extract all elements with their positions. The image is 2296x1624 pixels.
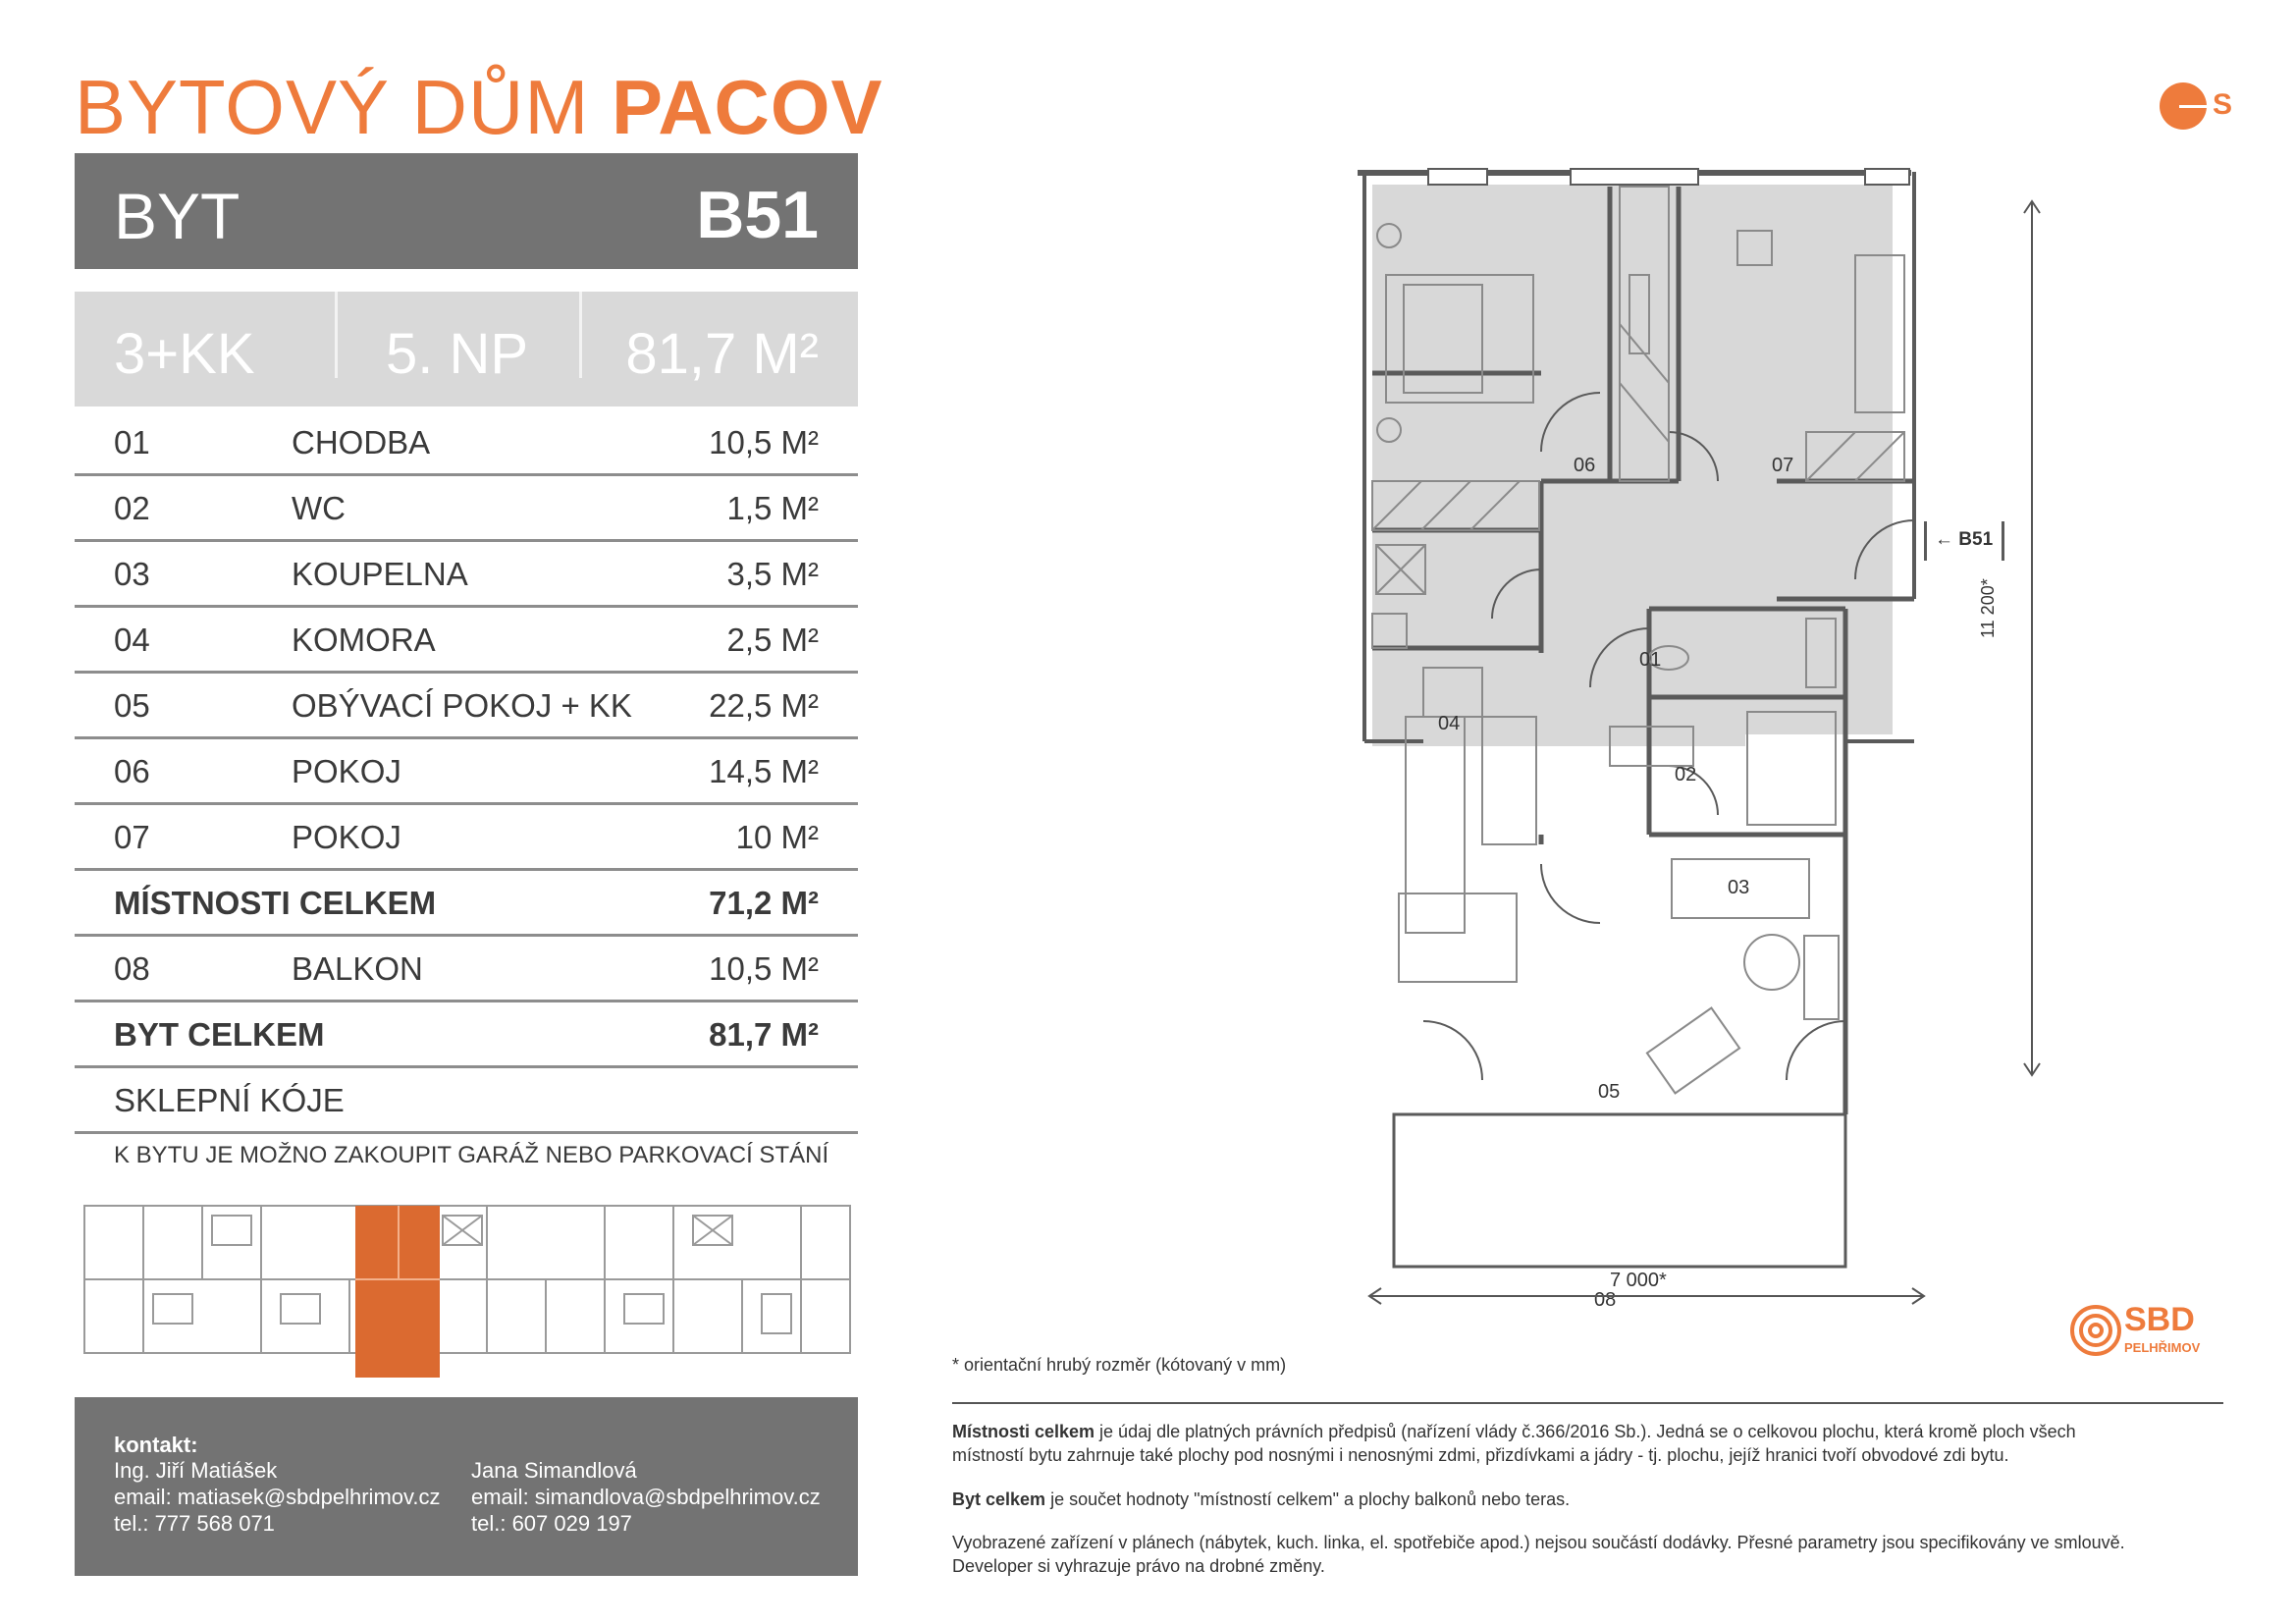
room-name: WC [292,490,346,526]
title-bold: PACOV [611,64,883,150]
contact-name-2: Jana Simandlová [471,1458,637,1483]
unit-summary [75,292,858,406]
table-row [75,608,858,674]
room-name: POKOJ [292,753,401,789]
contact-phone-2[interactable]: tel.: 607 029 197 [471,1511,632,1536]
contact-name-1: Ing. Jiří Matiášek [114,1458,278,1483]
unit-total-area: 81,7 M² [709,1016,819,1053]
sbd-logo-text: SBD [2124,1301,2195,1338]
contact-email-2[interactable]: email: simandlova@sbdpelhrimov.cz [471,1485,821,1509]
rooms-total-area: 71,2 M² [709,885,819,921]
room-name: KOUPELNA [292,556,468,592]
unit-label: BYT [114,180,240,252]
contact-phone-1[interactable]: tel.: 777 568 071 [114,1511,275,1536]
room-label-06: 06 [1574,455,1596,476]
room-label-02: 02 [1675,764,1697,785]
room-area: 10,5 M² [709,950,819,987]
room-number: 03 [114,556,150,592]
room-number: 06 [114,753,150,789]
room-label-04: 04 [1438,713,1461,734]
equipment-note: Vyobrazené zařízení v plánech (nábytek, kuch. linka, el. spotřebiče apod.) nejsou součástí dodávky. Přesné parametry jsou specifikovány ve smlouvě. [952,1533,2125,1552]
table-row [75,410,858,476]
room-label-07: 07 [1772,455,1794,476]
width-dimension: 7 000* [1610,1270,1667,1291]
contact-email-1[interactable]: email: matiasek@sbdpelhrimov.cz [114,1485,441,1509]
dimension-note: * orientační hrubý rozměr (kótovaný v mm) [952,1355,1287,1375]
equipment-note-line2: Developer si vyhrazuje právo na drobné změny. [952,1556,1325,1576]
room-area: 10,5 M² [709,424,819,460]
rooms-total-label: MÍSTNOSTI CELKEM [114,885,437,921]
room-name: BALKON [292,950,423,987]
garage-note: K BYTU JE MOŽNO ZAKOUPIT GARÁŽ NEBO PARKOVACÍ STÁNÍ [114,1142,829,1168]
contact-box [75,1397,858,1576]
cellar-label: SKLEPNÍ KÓJE [114,1082,345,1118]
room-name: KOMORA [292,622,436,658]
rooms-total-note-bold: Místnosti celkem [952,1422,1095,1441]
unit-banner [75,153,858,269]
page-title [75,64,883,150]
room-number: 07 [114,819,150,855]
rooms-total-note-line2: místností bytu zahrnuje také plochy pod nosnými i nenosnými zdmi, přizdívkami a jádry - tj. plochu, jejíž hranici tvoří obvodové zdi bytu. [952,1445,2009,1465]
summary-divider [335,292,338,378]
cellar-row [75,1068,858,1134]
floor-key-plan [75,1186,858,1382]
room-area: 14,5 M² [709,753,819,789]
room-number: 01 [114,424,150,460]
unit-total-note-text: je součet hodnoty "místností celkem" a plochy balkonů nebo teras. [1045,1489,1571,1509]
room-number: 05 [114,687,150,724]
room-label-01: 01 [1639,649,1662,671]
rooms-total-note [952,1422,2076,1442]
unit-total-note-bold: Byt celkem [952,1489,1046,1509]
unit-total-note [952,1489,1570,1510]
summary-layout: 3+KK [114,322,255,386]
room-number: 08 [114,950,150,987]
table-row [75,674,858,739]
sbd-logo [2069,1301,2226,1360]
summary-floor: 5. NP [386,322,529,386]
room-number: 04 [114,622,150,658]
room-area: 2,5 M² [726,622,819,658]
table-row [75,739,858,805]
unit-total-row [75,1002,858,1068]
room-area: 3,5 M² [726,556,819,592]
room-table [75,410,858,1134]
contact-heading: kontakt: [114,1433,198,1457]
spiral-icon [2069,1301,2122,1360]
room-name: OBÝVACÍ POKOJ + KK [292,687,632,724]
balcony-row [75,937,858,1002]
summary-divider [579,292,582,378]
corner-logo [2160,82,2233,130]
dimension-lines [1355,191,2061,1321]
corner-logo-letter: S [2213,88,2233,121]
room-number: 02 [114,490,150,526]
entrance-label: ← B51 [1935,529,1994,550]
table-row [75,805,858,871]
room-area: 10 M² [735,819,819,855]
room-label-05: 05 [1598,1081,1621,1103]
rooms-total-note-text: je údaj dle platných právních předpisů (nařízení vlády č.366/2016 Sb.). Jedná se o celkovou plochu, která kromě ploch všech [1095,1422,2076,1441]
sbd-logo-subtext: PELHŘIMOV [2124,1340,2201,1355]
room-area: 22,5 M² [709,687,819,724]
room-label-03: 03 [1728,877,1750,898]
title-light: BYTOVÝ DŮM [75,64,590,150]
rooms-total-row [75,871,858,937]
table-row [75,542,858,608]
room-area: 1,5 M² [726,490,819,526]
unit-code: B51 [696,178,819,252]
height-dimension: 11 200* [1978,578,1998,638]
unit-total-label: BYT CELKEM [114,1016,325,1053]
summary-area: 81,7 M² [625,322,819,386]
room-label-08: 08 [1594,1289,1617,1311]
notes-divider [952,1402,2223,1404]
table-row [75,476,858,542]
room-name: CHODBA [292,424,431,460]
room-name: POKOJ [292,819,401,855]
